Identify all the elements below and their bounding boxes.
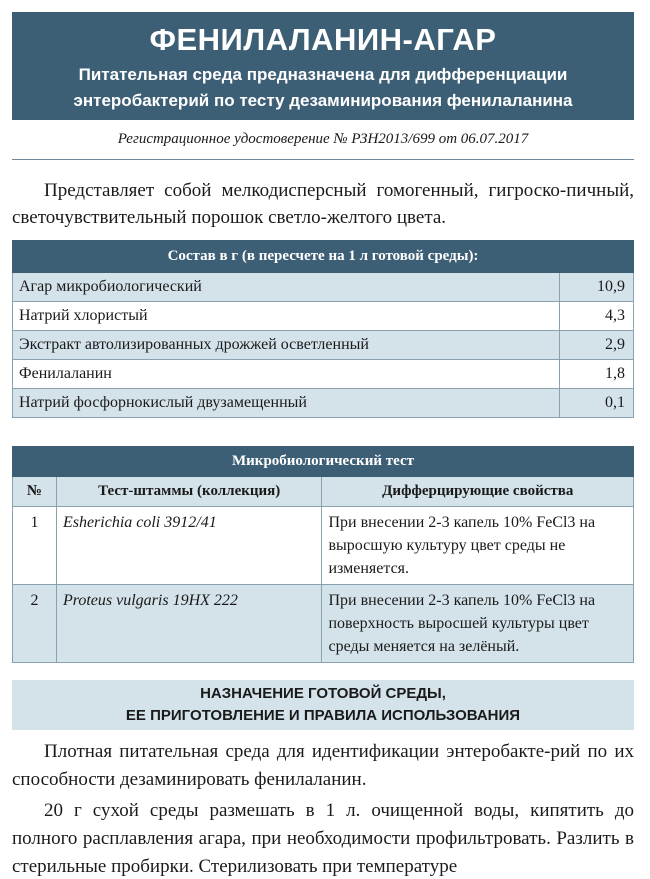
table-row	[13, 273, 634, 302]
ingredient-name: Агар микробиологический	[13, 273, 560, 302]
ingredient-value: 4,3	[560, 302, 634, 331]
product-title: ФЕНИЛАЛАНИН-АГАР	[149, 22, 497, 57]
strain-name: Esherichia coli 3912/41	[56, 507, 322, 585]
product-subtitle	[12, 62, 634, 114]
table-row	[13, 507, 634, 585]
ingredient-name: Экстракт автолизированных дрожжей осветленный	[13, 331, 560, 360]
subtitle-line-2: энтеробактерий по тесту дезаминирования фенилаланина	[73, 91, 573, 110]
table-row	[13, 585, 634, 663]
ingredient-value: 1,8	[560, 360, 634, 389]
header-num: №	[13, 477, 57, 507]
ingredient-value: 2,9	[560, 331, 634, 360]
table-row	[13, 331, 634, 360]
strain-properties: При внесении 2-3 капель 10% FeCl3 на выросшую культуру цвет среды не изменяется.	[322, 507, 634, 585]
purpose-heading-line-2: ЕЕ ПРИГОТОВЛЕНИЕ И ПРАВИЛА ИСПОЛЬЗОВАНИЯ	[125, 707, 521, 724]
strain-properties: При внесении 2-3 капель 10% FeCl3 на поверхность выросшей культуры цвет среды меняется на зелёный.	[322, 585, 634, 663]
ingredient-name: Натрий фосфорнокислый двузамещенный	[13, 389, 560, 418]
ingredient-value: 10,9	[560, 273, 634, 302]
row-num: 1	[13, 507, 57, 585]
micro-test-caption: Микробиологический тест	[13, 447, 634, 477]
intro-paragraph: Представляет собой мелкодисперсный гомогенный, гигроско-пичный, светочувствительный порошок светло-желтого цвета.	[12, 180, 634, 228]
strain-name: Proteus vulgaris 19НХ 222	[56, 585, 322, 663]
header-banner	[12, 12, 634, 120]
purpose-heading	[12, 680, 634, 730]
purpose-paragraph: Плотная питательная среда для идентификации энтеробакте-рий по их способности дезаминировать фенилаланин.	[12, 741, 634, 790]
ingredient-name: Натрий хлористый	[13, 302, 560, 331]
table-row	[13, 302, 634, 331]
ingredient-name: Фенилаланин	[13, 360, 560, 389]
composition-table	[12, 240, 634, 418]
ingredient-value: 0,1	[560, 389, 634, 418]
subtitle-line-1: Питательная среда предназначена для дифференциации	[78, 65, 568, 84]
preparation-paragraph: 20 г сухой среды размешать в 1 л. очищенной воды, кипятить до полного расплавления агара, при необходимости профильтровать. Разлить в стерильные пробирки. Стерилизовать при температуре	[12, 800, 634, 877]
registration-line: Регистрационное удостоверение № РЗН2013/699 от 06.07.2017	[117, 131, 529, 147]
divider	[12, 159, 634, 160]
table-row	[13, 389, 634, 418]
table-row	[13, 360, 634, 389]
purpose-heading-line-1: НАЗНАЧЕНИЕ ГОТОВОЙ СРЕДЫ,	[200, 685, 446, 702]
header-strain: Тест-штаммы (коллекция)	[56, 477, 322, 507]
composition-caption: Состав в г (в пересчете на 1 л готовой среды):	[13, 241, 634, 273]
micro-test-table	[12, 446, 634, 663]
header-props: Дифферцирующие свойства	[322, 477, 634, 507]
row-num: 2	[13, 585, 57, 663]
